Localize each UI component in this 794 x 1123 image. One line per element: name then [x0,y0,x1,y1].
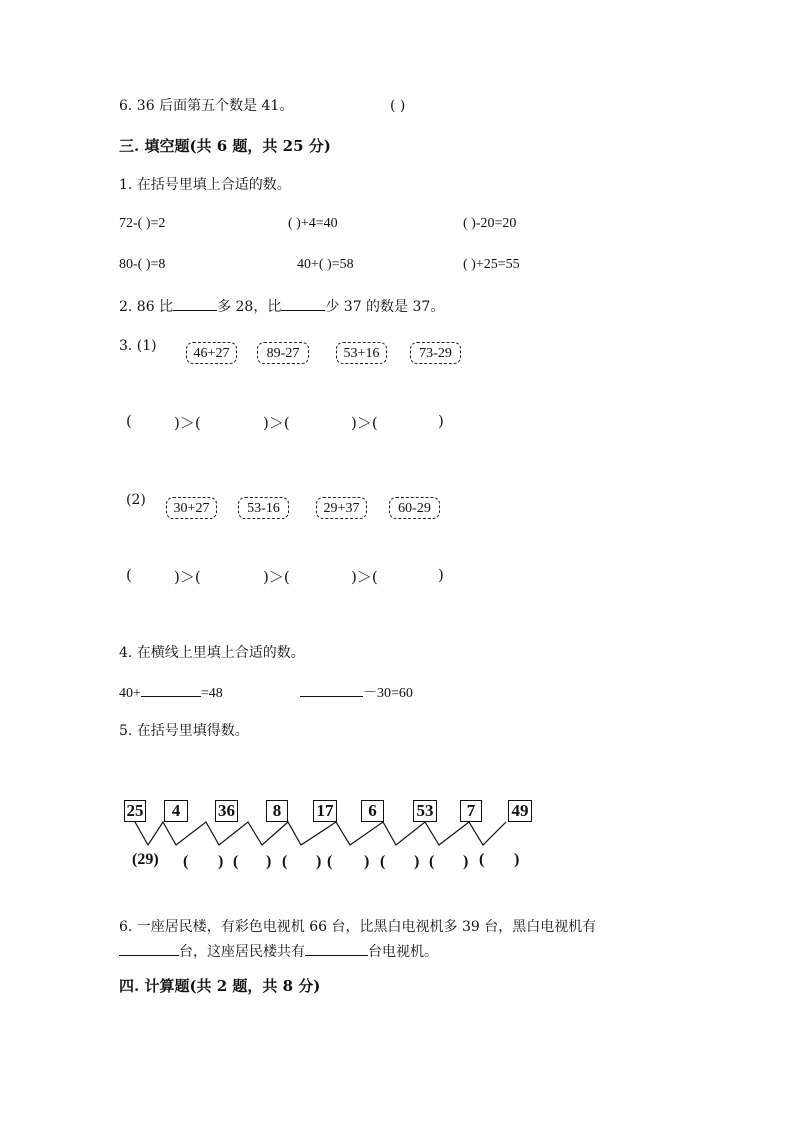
q6-line-1: 6. 一座居民楼，有彩色电视机 66 台，比黑白电视机多 39 台，黑白电视机有 [119,919,597,935]
q3-c1-0[interactable]: ( [126,412,132,430]
q5-answer-5-open[interactable]: ( [327,853,333,870]
q5-answer-5-close[interactable]: ) [364,853,370,870]
q3-expr-2-3: 29+37 [316,497,367,519]
q5-answer-6-open[interactable]: ( [380,853,386,870]
q3-c2-1[interactable]: )＞( [174,568,201,586]
q2-c: 少 37 的数是 37。 [325,299,445,315]
q5-box-7: 53 [413,800,437,822]
section3-heading: 三. 填空题(共 6 题，共 25 分) [119,137,331,155]
judge-q6-paren[interactable]: ( ) [390,98,406,114]
q5-box-9: 49 [508,800,532,822]
q6-blank-1[interactable] [119,941,179,956]
section4-heading: 四. 计算题(共 2 题，共 8 分) [119,977,321,995]
q6-blank-2[interactable] [305,941,368,956]
q1-r2-c2[interactable]: 40+( )=58 [297,257,354,272]
q5-prompt: 5. 在括号里填得数。 [119,723,249,739]
q5-box-1: 25 [124,800,146,822]
q1-prompt: 1. 在括号里填上合适的数。 [119,177,291,193]
q5-answer-7-open[interactable]: ( [429,853,435,870]
q1-r2-c3[interactable]: ( )+25=55 [463,257,520,272]
q4-prompt: 4. 在横线上里填上合适的数。 [119,645,305,661]
q5-box-3: 36 [215,800,238,822]
q1-r1-c3[interactable]: ( )-20=20 [463,216,517,231]
q4-left-b: =48 [200,686,223,701]
q5-answer-4-close[interactable]: ) [316,853,322,870]
q3-expr-1-1: 46+27 [186,342,237,364]
q3-c1-3[interactable]: )＞( [351,414,378,432]
q5-answer-8-close[interactable]: ) [514,851,520,868]
q3-expr-1-2: 89-27 [257,342,309,364]
q3-c2-2[interactable]: )＞( [263,568,290,586]
q4-right-b: －30=60 [363,686,413,701]
q3-c2-0[interactable]: ( [126,566,132,584]
q5-answer-6-close[interactable]: ) [414,853,420,870]
q6-c: 台电视机。 [368,944,438,960]
q5-answer-2-open[interactable]: ( [183,853,189,870]
q4-left-a: 40+ [119,686,141,701]
q5-answer-3-close[interactable]: ) [266,853,272,870]
q5-box-5: 17 [313,800,337,822]
q5-answer-7-close[interactable]: ) [463,853,469,870]
q6-b: 台，这座居民楼共有 [179,944,305,960]
q3-expr-1-3: 53+16 [336,342,387,364]
q5-answer-3-open[interactable]: ( [233,853,239,870]
q3-c2-4[interactable]: ) [438,566,444,584]
q2-a: 2. 86 比 [119,299,174,315]
q6-line-2 [119,941,438,961]
judge-q6-text: 6. 36 后面第五个数是 41。 [119,98,294,114]
q5-box-2: 4 [164,800,188,822]
q2-b: 多 28，比 [217,299,282,315]
q3-c1-2[interactable]: )＞( [263,414,290,432]
q1-r2-c1[interactable]: 80-( )=8 [119,257,166,272]
q5-answer-1: (29) [132,851,159,868]
q3-expr-2-1: 30+27 [166,497,217,519]
q3-expr-2-2: 53-16 [238,497,289,519]
q1-r1-c1[interactable]: 72-( )=2 [119,216,166,231]
q3-c2-3[interactable]: )＞( [351,568,378,586]
q5-box-6: 6 [361,800,384,822]
q3-c1-1[interactable]: )＞( [174,414,201,432]
q5-answer-4-open[interactable]: ( [282,853,288,870]
q5-box-8: 7 [460,800,482,822]
q1-r1-c2[interactable]: ( )+4=40 [288,216,338,231]
q3-label-1: 3. (1) [119,338,157,354]
q5-answer-8-open[interactable]: ( [479,851,485,868]
q5-answer-2-close[interactable]: ) [218,853,224,870]
q3-expr-2-4: 60-29 [389,497,440,519]
q3-expr-1-4: 73-29 [410,342,461,364]
q3-label-2: (2) [126,492,146,508]
q3-c1-4[interactable]: ) [438,412,444,430]
q5-box-4: 8 [266,800,288,822]
